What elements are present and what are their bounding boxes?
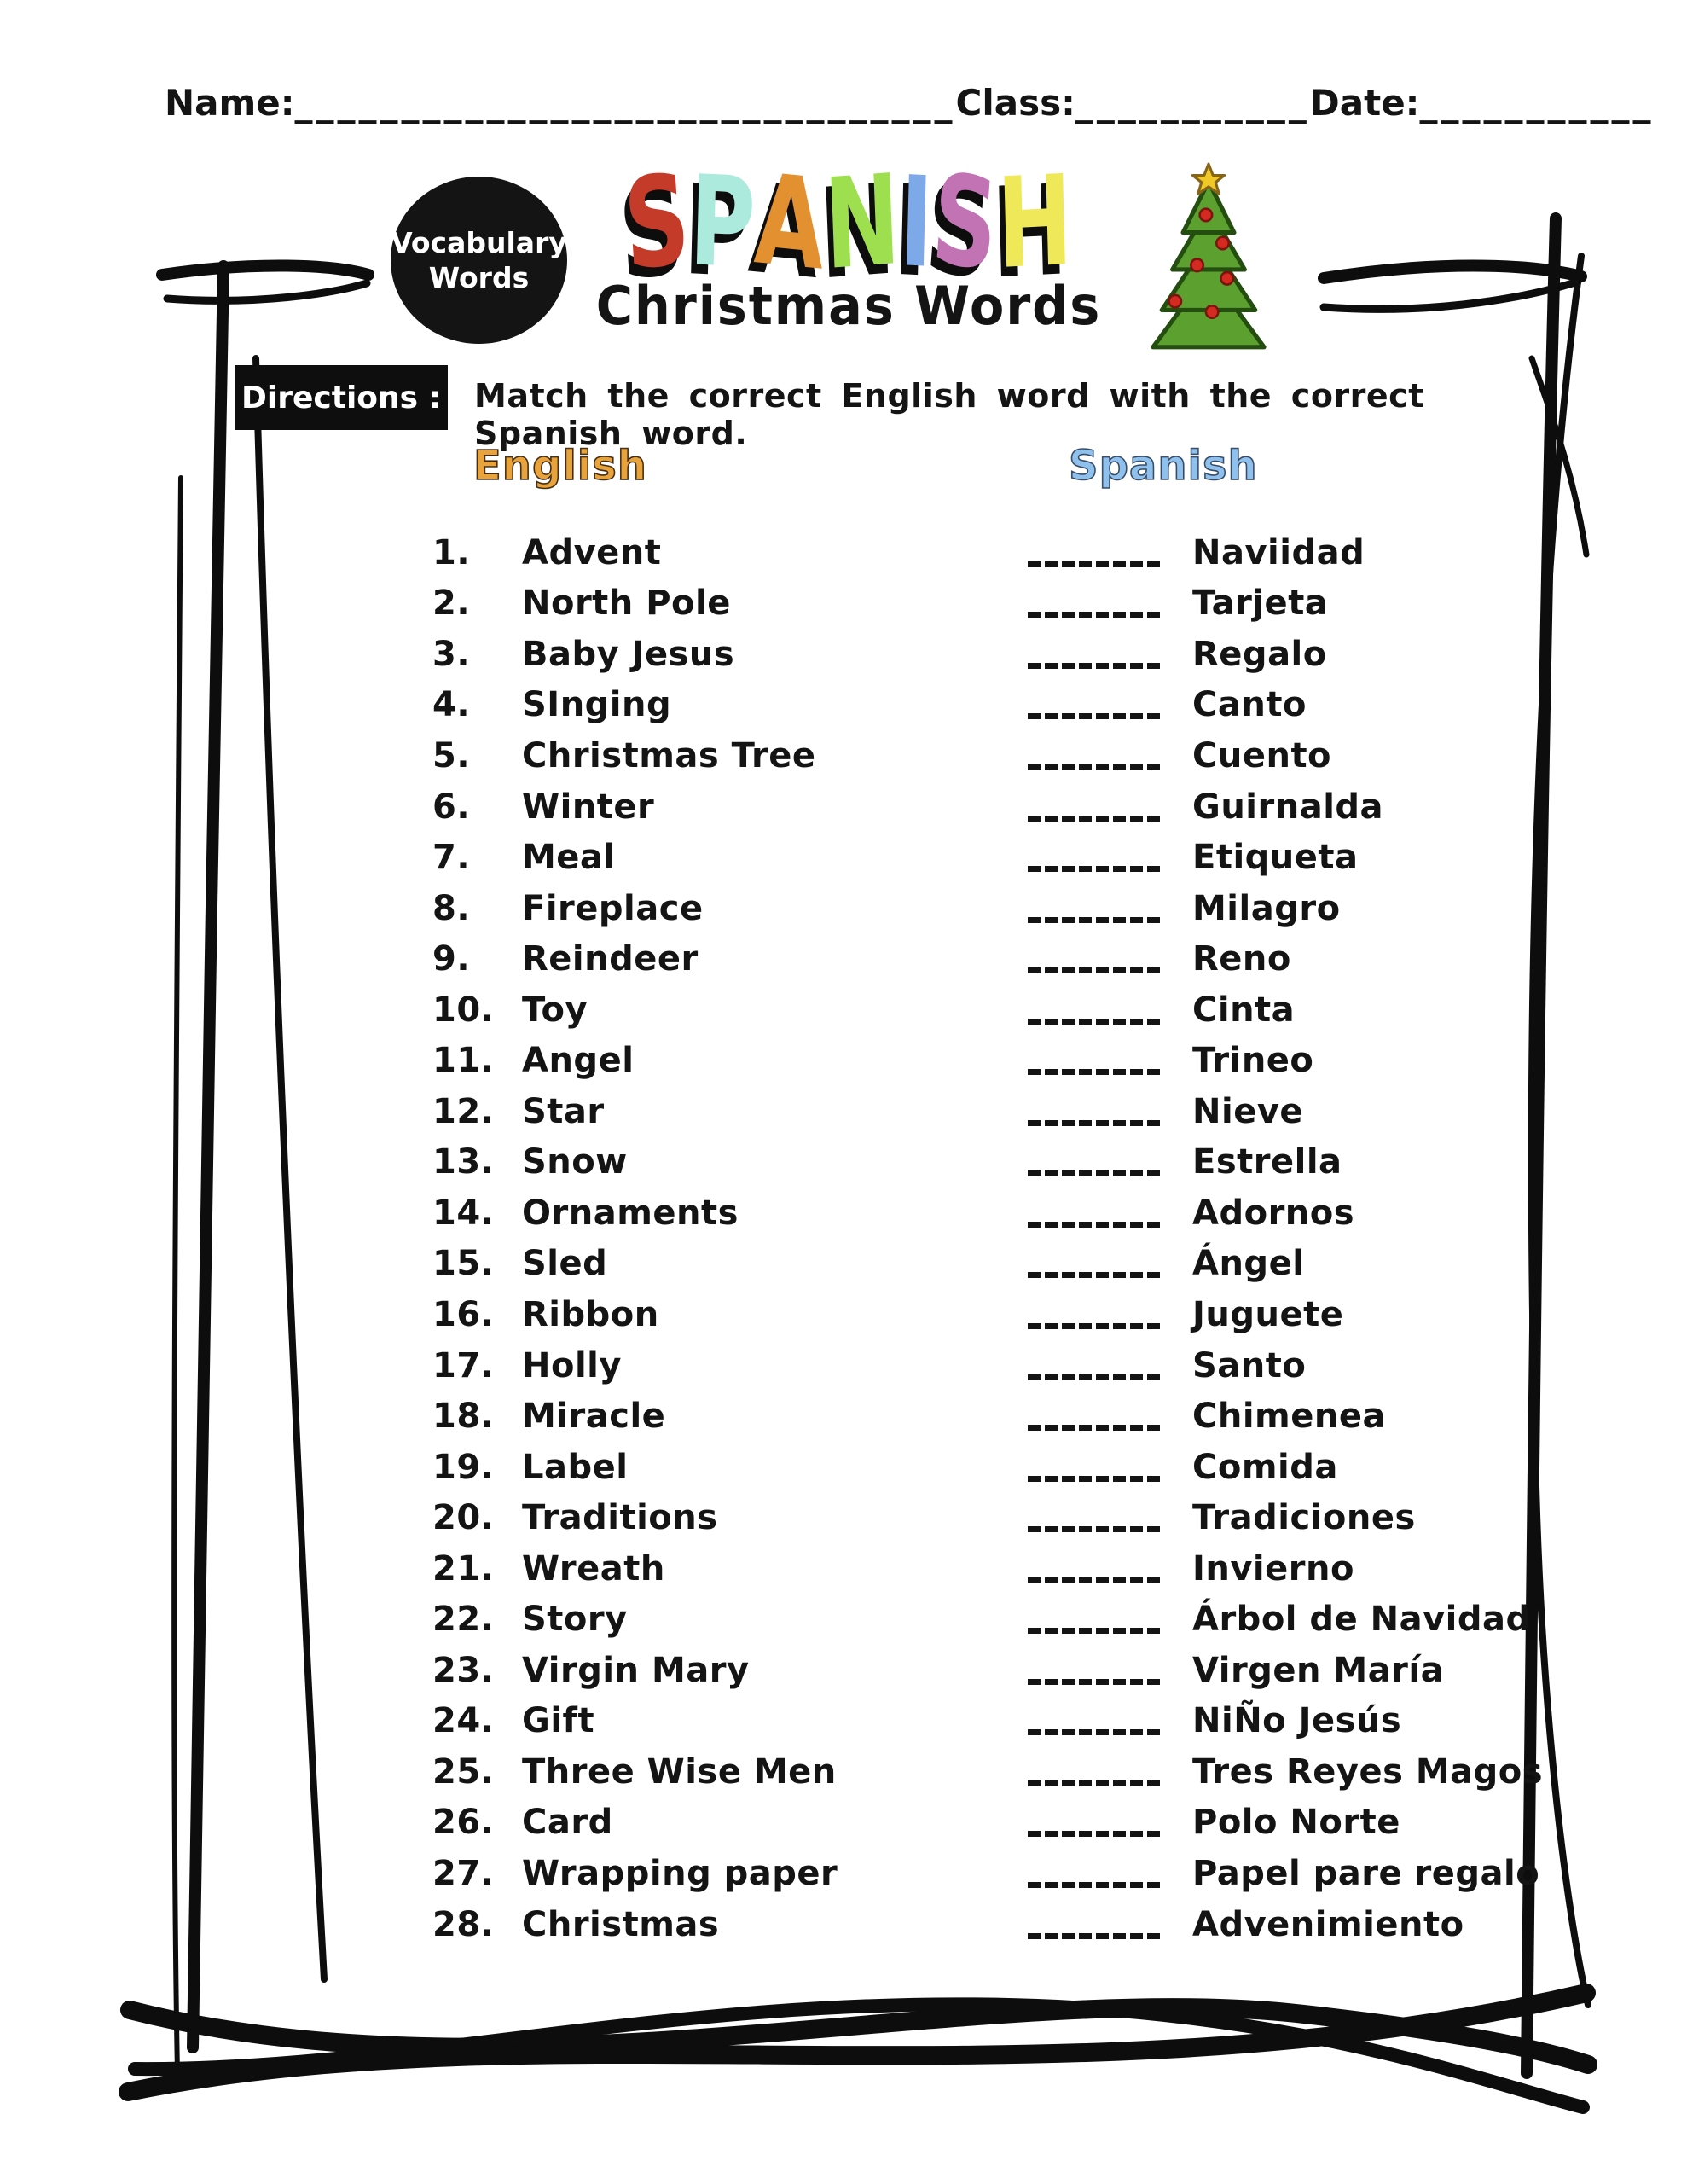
spanish-word: Guirnalda — [1192, 787, 1384, 827]
answer-blank[interactable] — [1028, 1374, 1164, 1380]
match-row — [0, 527, 1687, 578]
match-row — [0, 1543, 1687, 1594]
english-word: Traditions — [522, 1498, 718, 1538]
english-word: Advent — [522, 532, 662, 572]
english-word: Card — [522, 1803, 613, 1843]
answer-blank[interactable] — [1028, 1526, 1164, 1532]
directions-text: Match the correct English word with the correct Spanish word. — [474, 377, 1424, 452]
item-number: 1. — [432, 532, 471, 572]
spanish-word: Etiqueta — [1192, 838, 1359, 878]
answer-blank[interactable] — [1028, 1882, 1164, 1888]
spanish-word: Naviidad — [1192, 532, 1365, 572]
spanish-word: Cinta — [1192, 990, 1296, 1030]
item-number: 15. — [432, 1244, 495, 1284]
english-word: Baby Jesus — [522, 634, 735, 674]
name-blank[interactable]: _______________________________ — [294, 82, 956, 124]
answer-blank[interactable] — [1028, 866, 1164, 872]
item-number: 10. — [432, 990, 495, 1030]
spanish-word: Polo Norte — [1192, 1803, 1400, 1843]
answer-blank[interactable] — [1028, 1272, 1164, 1278]
match-row — [0, 730, 1687, 781]
english-word: Meal — [522, 838, 616, 878]
item-number: 3. — [432, 634, 471, 674]
answer-blank[interactable] — [1028, 816, 1164, 822]
item-number: 4. — [432, 685, 471, 725]
item-number: 2. — [432, 584, 471, 624]
item-number: 27. — [432, 1853, 495, 1893]
item-number: 24. — [432, 1701, 495, 1741]
spanish-word: Adornos — [1192, 1193, 1355, 1233]
match-row — [0, 1746, 1687, 1798]
spanish-word: Invierno — [1192, 1548, 1354, 1589]
column-header-spanish: Spanish — [1069, 442, 1258, 490]
item-number: 25. — [432, 1751, 495, 1792]
match-row — [0, 680, 1687, 731]
english-word: Ribbon — [522, 1294, 659, 1334]
answer-blank[interactable] — [1028, 1323, 1164, 1329]
match-row — [0, 1137, 1687, 1188]
english-word: Wreath — [522, 1548, 665, 1589]
spanish-word: Juguete — [1192, 1294, 1344, 1334]
spanish-title-letter: P — [687, 148, 757, 297]
answer-blank[interactable] — [1028, 1831, 1164, 1837]
match-row — [0, 1798, 1687, 1849]
english-word: Fireplace — [522, 888, 704, 928]
match-row — [0, 629, 1687, 680]
english-word: Christmas Tree — [522, 735, 816, 775]
answer-blank[interactable] — [1028, 612, 1164, 618]
match-row — [0, 1645, 1687, 1696]
match-row — [0, 1492, 1687, 1543]
item-number: 17. — [432, 1345, 495, 1385]
class-label: Class: — [955, 82, 1075, 124]
item-number: 13. — [432, 1142, 495, 1182]
match-row — [0, 832, 1687, 883]
english-word: Story — [522, 1600, 628, 1640]
english-word: Angel — [522, 1041, 635, 1081]
answer-blank[interactable] — [1028, 713, 1164, 719]
item-number: 14. — [432, 1193, 495, 1233]
date-label: Date: — [1309, 82, 1420, 124]
answer-blank[interactable] — [1028, 1933, 1164, 1939]
answer-blank[interactable] — [1028, 1476, 1164, 1482]
spanish-word: Reno — [1192, 939, 1291, 979]
english-word: Sled — [522, 1244, 608, 1284]
item-number: 19. — [432, 1447, 495, 1487]
item-number: 5. — [432, 735, 471, 775]
spanish-word: Milagro — [1192, 888, 1341, 928]
item-number: 12. — [432, 1091, 495, 1131]
english-word: Star — [522, 1091, 605, 1131]
english-word: Gift — [522, 1701, 595, 1741]
title-spanish — [620, 145, 1075, 300]
class-blank[interactable]: ___________ — [1075, 82, 1310, 124]
spanish-word: Santo — [1192, 1345, 1307, 1385]
answer-blank[interactable] — [1028, 1679, 1164, 1685]
spanish-word: Nieve — [1192, 1091, 1304, 1131]
spanish-word: NiÑo Jesús — [1192, 1701, 1402, 1741]
spanish-word: Regalo — [1192, 634, 1327, 674]
english-word: Holly — [522, 1345, 622, 1385]
match-row — [0, 1442, 1687, 1493]
spanish-word: Árbol de Navidad — [1192, 1600, 1531, 1640]
english-word: North Pole — [522, 584, 731, 624]
answer-blank[interactable] — [1028, 1222, 1164, 1228]
match-row — [0, 1899, 1687, 1950]
date-blank[interactable]: ___________ — [1419, 82, 1655, 124]
english-word: Three Wise Men — [522, 1751, 837, 1792]
name-class-date-line — [165, 82, 1654, 124]
spanish-title-letter: S — [927, 145, 1003, 300]
spanish-title-letter: H — [995, 148, 1075, 298]
item-number: 16. — [432, 1294, 495, 1334]
spanish-title-letter: I — [897, 149, 935, 296]
answer-blank[interactable] — [1028, 1729, 1164, 1735]
item-number: 7. — [432, 838, 471, 878]
directions-label: Directions : — [235, 365, 448, 430]
item-number: 11. — [432, 1041, 495, 1081]
item-number: 28. — [432, 1904, 495, 1944]
item-number: 6. — [432, 787, 471, 827]
english-word: Ornaments — [522, 1193, 739, 1233]
match-list — [0, 527, 1687, 1949]
answer-blank[interactable] — [1028, 1577, 1164, 1583]
spanish-word: Ángel — [1192, 1244, 1305, 1284]
spanish-word: Comida — [1192, 1447, 1338, 1487]
item-number: 23. — [432, 1650, 495, 1690]
christmas-tree-icon — [1141, 162, 1276, 351]
english-word: Virgin Mary — [522, 1650, 750, 1690]
spanish-word: Advenimiento — [1192, 1904, 1464, 1944]
item-number: 18. — [432, 1397, 495, 1437]
spanish-title-letter: S — [620, 146, 694, 299]
english-word: SInging — [522, 685, 672, 725]
match-row — [0, 1239, 1687, 1290]
match-row — [0, 883, 1687, 934]
spanish-word: Canto — [1192, 685, 1307, 725]
answer-blank[interactable] — [1028, 917, 1164, 923]
english-word: Snow — [522, 1142, 628, 1182]
answer-blank[interactable] — [1028, 1780, 1164, 1786]
match-row — [0, 578, 1687, 630]
match-row — [0, 1289, 1687, 1340]
item-number: 26. — [432, 1803, 495, 1843]
english-word: Winter — [522, 787, 655, 827]
match-row — [0, 1188, 1687, 1239]
spanish-word: Virgen María — [1192, 1650, 1445, 1690]
spanish-word: Chimenea — [1192, 1397, 1386, 1437]
spanish-word: Estrella — [1192, 1142, 1342, 1182]
answer-blank[interactable] — [1028, 764, 1164, 770]
answer-blank[interactable] — [1028, 1019, 1164, 1025]
column-header-english: English — [473, 442, 647, 490]
match-row — [0, 1035, 1687, 1086]
english-word: Label — [522, 1447, 629, 1487]
answer-blank[interactable] — [1028, 1425, 1164, 1431]
match-row — [0, 1696, 1687, 1747]
match-row — [0, 1391, 1687, 1442]
answer-blank[interactable] — [1028, 1120, 1164, 1126]
spanish-title-letter: A — [751, 147, 828, 299]
match-row — [0, 1848, 1687, 1899]
answer-blank[interactable] — [1028, 1069, 1164, 1075]
item-number: 20. — [432, 1498, 495, 1538]
spanish-word: Cuento — [1192, 735, 1332, 775]
answer-blank[interactable] — [1028, 1628, 1164, 1634]
item-number: 21. — [432, 1548, 495, 1589]
match-row — [0, 933, 1687, 985]
spanish-word: Trineo — [1192, 1041, 1314, 1081]
spanish-title-letter: N — [821, 147, 902, 299]
match-row — [0, 1340, 1687, 1391]
match-row — [0, 1594, 1687, 1645]
spanish-word: Papel pare regalo — [1192, 1853, 1540, 1893]
answer-blank[interactable] — [1028, 561, 1164, 567]
english-word: Reindeer — [522, 939, 699, 979]
english-word: Christmas — [522, 1904, 720, 1944]
english-word: Toy — [522, 990, 588, 1030]
english-word: Wrapping paper — [522, 1853, 838, 1893]
spanish-word: Tres Reyes Magos — [1192, 1751, 1544, 1792]
title-christmas-words: Christmas Words — [595, 275, 1102, 337]
match-row — [0, 985, 1687, 1036]
answer-blank[interactable] — [1028, 967, 1164, 973]
match-row — [0, 781, 1687, 833]
name-label: Name: — [165, 82, 295, 124]
badge-line2: Words — [428, 261, 530, 294]
answer-blank[interactable] — [1028, 1170, 1164, 1176]
item-number: 22. — [432, 1600, 495, 1640]
item-number: 8. — [432, 888, 471, 928]
spanish-word: Tarjeta — [1192, 584, 1329, 624]
badge-line1: Vocabulary — [391, 225, 567, 259]
item-number: 9. — [432, 939, 471, 979]
english-word: Miracle — [522, 1397, 666, 1437]
spanish-word: Tradiciones — [1192, 1498, 1416, 1538]
answer-blank[interactable] — [1028, 663, 1164, 669]
match-row — [0, 1086, 1687, 1137]
